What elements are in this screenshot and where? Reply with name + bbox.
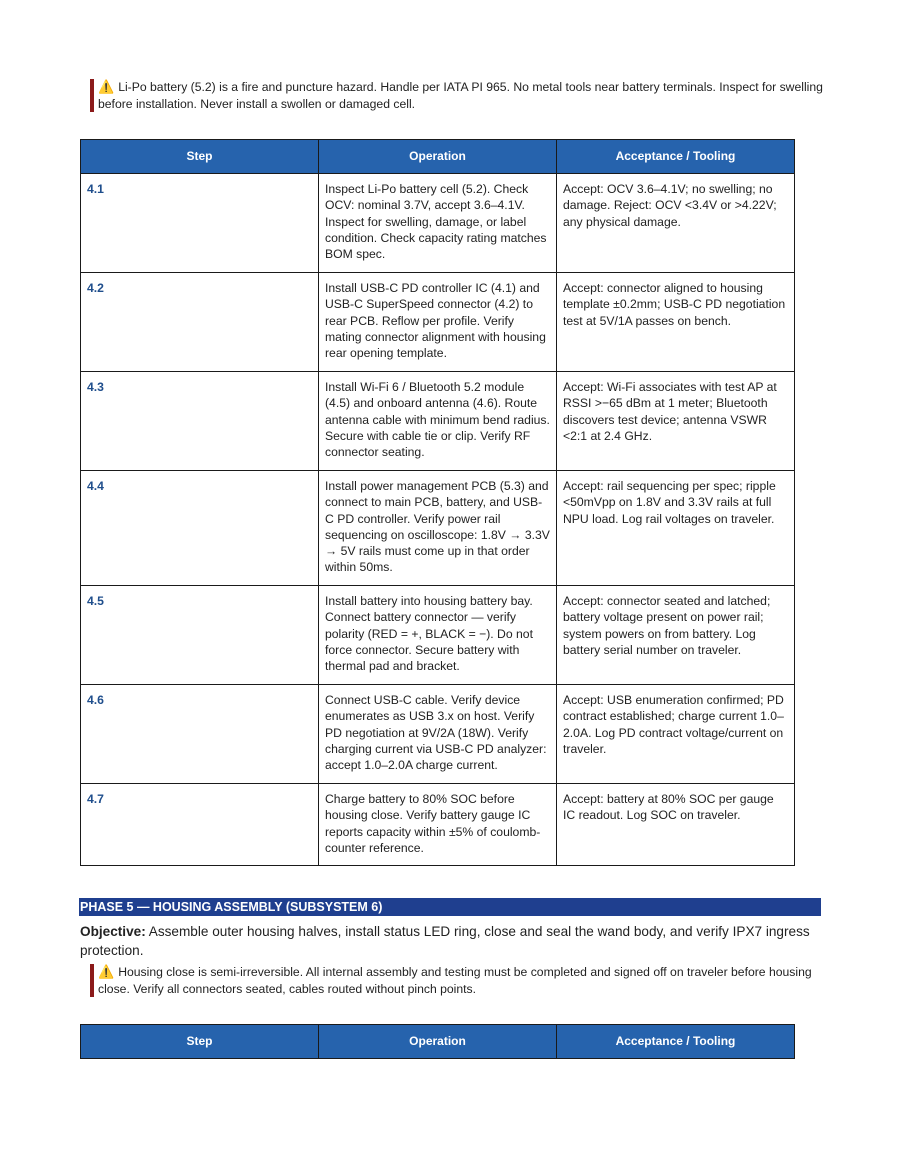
acceptance-cell: Accept: USB enumeration confirmed; PD contract established; charge current 1.0–2.0A. Log PD contract voltage/current on traveler. (557, 685, 795, 784)
header-operation: Operation (319, 140, 557, 174)
warning-icon: ⚠️ (98, 79, 115, 94)
warning-text: Housing close is semi-irreversible. All internal assembly and testing must be completed and signed off on traveler before housing close. Verify all connectors seated, cables routed without pinch points. (98, 965, 812, 996)
table-row (81, 273, 795, 372)
step-number: 4.1 (81, 174, 319, 273)
header-step: Step (81, 140, 319, 174)
header-step: Step (81, 1025, 319, 1059)
operation-cell: Install power management PCB (5.3) and connect to main PCB, battery, and USB-C PD controller. Verify power rail sequencing on oscilloscope: 1.8V → 3.3V → 5V rails must come up in that order within 50ms. (319, 471, 557, 586)
step-number: 4.2 (81, 273, 319, 372)
table-row (81, 685, 795, 784)
operation-cell: Install battery into housing battery bay. Connect battery connector — verify polarity (RED = +, BLACK = −). Do not force connector. Secure battery with thermal pad and bracket. (319, 586, 557, 685)
table-row (81, 372, 795, 471)
acceptance-cell: Accept: connector aligned to housing template ±0.2mm; USB-C PD negotiation test at 5V/1A passes on bench. (557, 273, 795, 372)
table-header-row (81, 1025, 795, 1059)
header-acceptance: Acceptance / Tooling (557, 140, 795, 174)
header-operation: Operation (319, 1025, 557, 1059)
acceptance-cell: Accept: connector seated and latched; battery voltage present on power rail; system powers on from battery. Log battery serial number on traveler. (557, 586, 795, 685)
operation-cell: Install USB-C PD controller IC (4.1) and USB-C SuperSpeed connector (4.2) to rear PCB. Reflow per profile. Verify mating connector alignment with housing rear opening template. (319, 273, 557, 372)
acceptance-cell: Accept: battery at 80% SOC per gauge IC readout. Log SOC on traveler. (557, 784, 795, 866)
objective-label: Objective: (80, 924, 146, 939)
step-number: 4.7 (81, 784, 319, 866)
table-row (81, 471, 795, 586)
phase5-steps-table (80, 1024, 795, 1059)
phase5-objective (80, 922, 820, 960)
acceptance-cell: Accept: Wi-Fi associates with test AP at RSSI >−65 dBm at 1 meter; Bluetooth discovers test device; antenna VSWR <2:1 at 2.4 GHz. (557, 372, 795, 471)
battery-hazard-warning (90, 79, 833, 112)
phase5-heading: PHASE 5 — HOUSING ASSEMBLY (SUBSYSTEM 6) (79, 898, 821, 916)
header-acceptance: Acceptance / Tooling (557, 1025, 795, 1059)
operation-cell: Install Wi-Fi 6 / Bluetooth 5.2 module (4.5) and onboard antenna (4.6). Route antenna cable with minimum bend radius. Secure with cable tie or clip. Verify RF connector seating. (319, 372, 557, 471)
objective-text: Assemble outer housing halves, install status LED ring, close and seal the wand body, and verify IPX7 ingress protection. (80, 924, 810, 958)
operation-cell: Connect USB-C cable. Verify device enumerates as USB 3.x on host. Verify PD negotiation at 9V/2A (18W). Verify charging current via USB-C PD analyzer: accept 1.0–2.0A charge current. (319, 685, 557, 784)
acceptance-cell: Accept: OCV 3.6–4.1V; no swelling; no damage. Reject: OCV <3.4V or >4.22V; any physical damage. (557, 174, 795, 273)
operation-cell: Charge battery to 80% SOC before housing close. Verify battery gauge IC reports capacity within ±5% of coulomb-counter reference. (319, 784, 557, 866)
warning-text: Li-Po battery (5.2) is a fire and puncture hazard. Handle per IATA PI 965. No metal tools near battery terminals. Inspect for swelling before installation. Never install a swollen or damaged cell. (98, 80, 823, 111)
table-row (81, 784, 795, 866)
table-header-row (81, 140, 795, 174)
table-row (81, 586, 795, 685)
table-row (81, 174, 795, 273)
step-number: 4.3 (81, 372, 319, 471)
phase4-steps-table (80, 139, 795, 866)
step-number: 4.5 (81, 586, 319, 685)
step-number: 4.6 (81, 685, 319, 784)
housing-close-warning (90, 964, 833, 997)
warning-icon: ⚠️ (98, 964, 115, 979)
acceptance-cell: Accept: rail sequencing per spec; ripple <50mVpp on 1.8V and 3.3V rails at full NPU load. Log rail voltages on traveler. (557, 471, 795, 586)
step-number: 4.4 (81, 471, 319, 586)
operation-cell: Inspect Li-Po battery cell (5.2). Check OCV: nominal 3.7V, accept 3.6–4.1V. Inspect for swelling, damage, or label condition. Check capacity rating matches BOM spec. (319, 174, 557, 273)
